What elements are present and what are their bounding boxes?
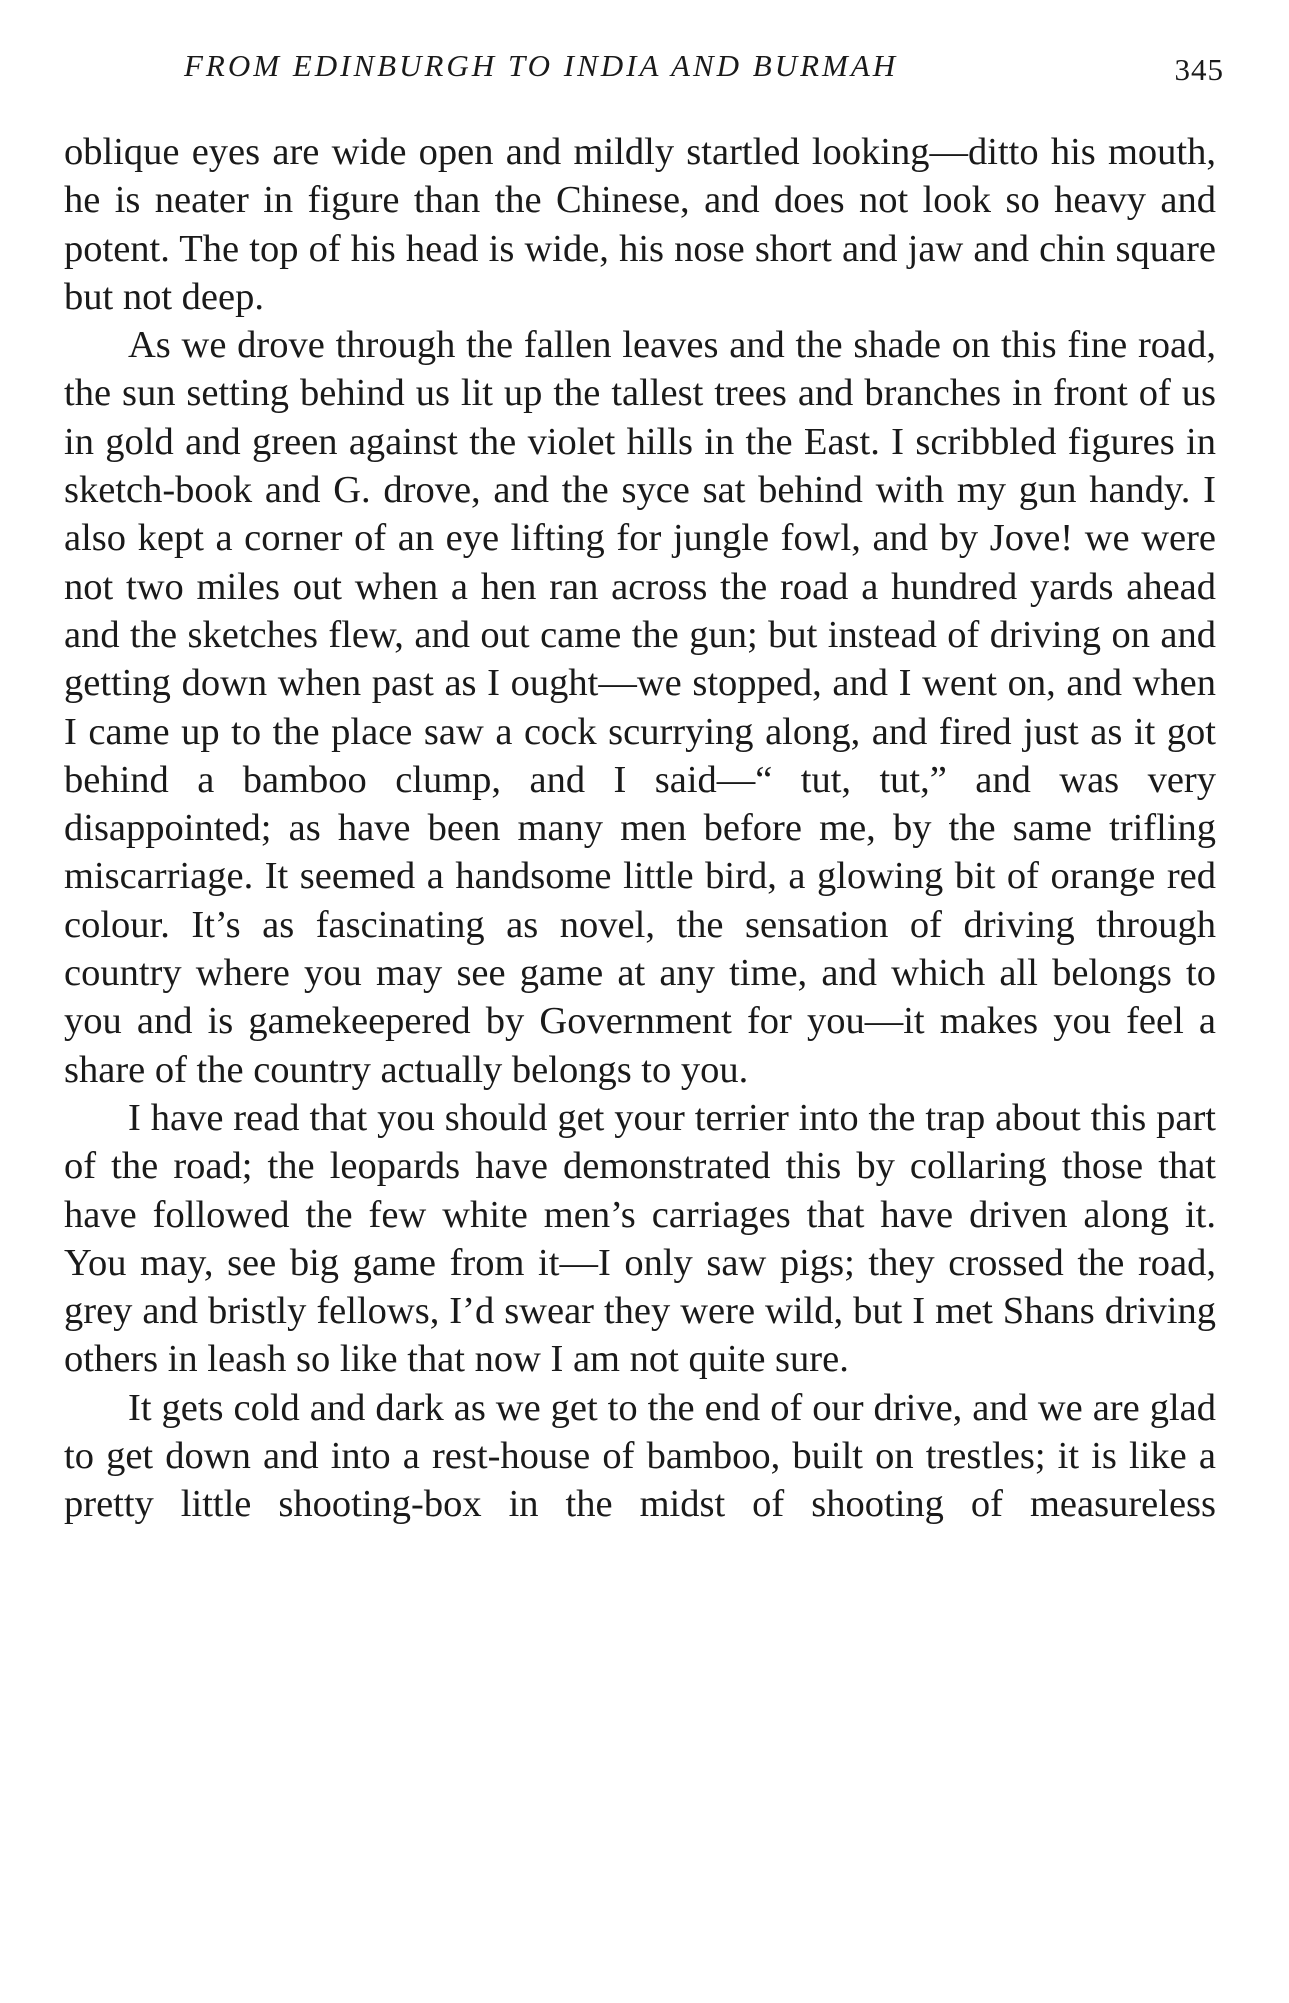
page-number: 345	[1174, 52, 1224, 87]
page-header	[64, 44, 1224, 88]
body-text	[64, 128, 1216, 1529]
paragraph-terrier: I have read that you should get your terrier into the trap about this part of the road; the leopards have demonstrated this by collaring those that have followed the few white men’s carriages that have driven along it. You may, see big game from it—I only saw pigs; they crossed the road, grey and bristly fellows, I’d swear they were wild, but I met Shans driving others in leash so like that now I am not quite sure.	[64, 1096, 1216, 1381]
paragraph-drive: As we drove through the fallen leaves and the shade on this fine road, the sun setting behind us lit up the tallest trees and branches in front of us in gold and green against the violet hills in the East. I scribbled figures in sketch-book and G. drove, and the syce sat behind with my gun handy. I also kept a corner of an eye lifting for jungle fowl, and by Jove! we were not two miles out when a hen ran across the road a hundred yards ahead and the sketches flew, and out came the gun; but instead of driving on and getting down when past as I ought—we stopped, and I went on, and when I came up to the place saw a cock scurrying along, and fired just as it got behind a bamboo clump, and I said—“ tut, tut,” and was very disappointed; as have been many men before me, by the same trifling miscarriage. It seemed a handsome little bird, a glowing bit of orange red colour. It’s as fascinating as novel, the sensation of driving through country where you may see game at any time, and which all belongs to you and is gamekeepered by Government for you—it makes you feel a share of the country actually belongs to you.	[64, 324, 1216, 1091]
paragraph-continued: oblique eyes are wide open and mildly startled looking—ditto his mouth, he is neater in figure than the Chinese, and does not look so heavy and potent. The top of his head is wide, his nose short and jaw and chin square but not deep.	[64, 131, 1216, 318]
running-title: FROM EDINBURGH TO INDIA AND BURMAH	[184, 48, 899, 83]
paragraph-rest-house: It gets cold and dark as we get to the end of our drive, and we are glad to get down and into a rest-house of bamboo, built on trestles; it is like a pretty little shooting-box in the midst of shooting of measureless	[64, 1386, 1216, 1526]
